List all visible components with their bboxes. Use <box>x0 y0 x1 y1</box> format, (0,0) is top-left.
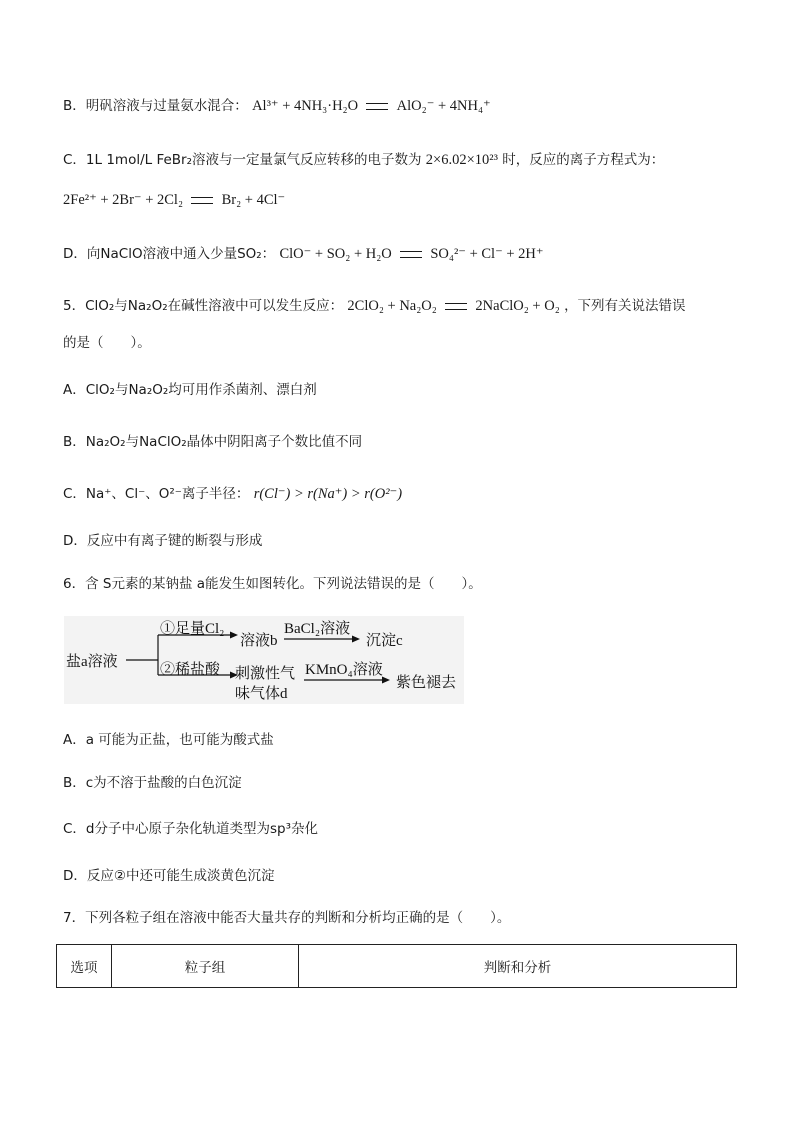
q5-eq-rhs: 2NaClO₂ + O₂ <box>475 298 560 314</box>
diagram-reagent-kmno4: KMnO₄溶液 <box>305 662 383 678</box>
q7-table <box>56 944 737 988</box>
diagram-step1: ①足量Cl₂ <box>160 621 225 637</box>
q4-option-c-tail: 时，反应的离子方程式为： <box>502 152 665 168</box>
equals-sign <box>366 103 388 110</box>
diagram-precipitate-c: 沉淀c <box>366 633 403 649</box>
q4-option-b <box>63 96 491 116</box>
diagram-reagent-bacl2: BaCl₂溶液 <box>284 621 351 637</box>
q5-stem-b: ，下列有关说法错误 <box>564 298 686 314</box>
q5-option-c <box>63 484 402 504</box>
q4-option-c-eq-rhs: Br₂ + 4Cl⁻ <box>221 192 286 208</box>
q4-option-b-label: B．明矾溶液与过量氨水混合： <box>63 98 248 114</box>
q4-option-d <box>63 244 544 264</box>
q4-option-b-eq-lhs: Al³⁺ + 4NH₃·H₂O <box>252 98 359 114</box>
q4-option-c-equation <box>63 190 285 210</box>
q6-option-a: A．a 可能为正盐，也可能为酸式盐 <box>63 732 274 748</box>
q5-stem-a: 5．ClO₂与Na₂O₂在碱性溶液中可以发生反应： <box>63 298 344 314</box>
q5-stem-c: 的是（ ）。 <box>63 335 151 351</box>
q5-eq-lhs: 2ClO₂ + Na₂O₂ <box>347 298 437 314</box>
diagram-step2: ②稀盐酸 <box>160 662 221 678</box>
diagram-solution-b: 溶液b <box>240 633 278 649</box>
equals-sign <box>400 251 422 258</box>
q7-stem: 7．下列各粒子组在溶液中能否大量共存的判断和分析均正确的是（ ）。 <box>63 910 511 926</box>
equals-sign <box>445 303 467 310</box>
diagram-gas-d-line2: 味气体d <box>235 686 288 702</box>
q5-stem <box>63 296 686 316</box>
q5-option-d: D．反应中有离子键的断裂与形成 <box>63 533 263 549</box>
q6-reaction-diagram <box>64 616 464 704</box>
q6-option-d: D．反应②中还可能生成淡黄色沉淀 <box>63 868 275 884</box>
table-header-row <box>57 945 737 988</box>
q4-option-b-eq-rhs: AlO₂⁻ + 4NH₄⁺ <box>396 98 491 114</box>
q4-option-c-label: C．1L 1mol/L FeBr₂溶液与一定量氯气反应转移的电子数为 <box>63 152 422 168</box>
q4-option-c <box>63 150 664 170</box>
table-header-analysis: 判断和分析 <box>299 945 737 988</box>
q4-option-d-label: D．向NaClO溶液中通入少量SO₂： <box>63 246 276 262</box>
q6-stem: 6．含 S元素的某钠盐 a能发生如图转化。下列说法错误的是（ ）。 <box>63 576 482 592</box>
q6-option-b: B．c为不溶于盐酸的白色沉淀 <box>63 775 242 791</box>
diagram-gas-d-line1: 刺激性气 <box>235 666 296 682</box>
q4-option-c-eq-lhs: 2Fe²⁺ + 2Br⁻ + 2Cl₂ <box>63 192 184 208</box>
q5-option-a: A．ClO₂与Na₂O₂均可用作杀菌剂、漂白剂 <box>63 382 317 398</box>
q4-option-c-electrons: 2×6.02×10²³ <box>425 152 498 168</box>
q5-option-c-expr: r(Cl⁻) > r(Na⁺) > r(O²⁻) <box>253 486 403 502</box>
q4-option-d-eq-rhs: SO₄²⁻ + Cl⁻ + 2H⁺ <box>430 246 544 262</box>
table-header-particles: 粒子组 <box>112 945 299 988</box>
q5-option-b: B．Na₂O₂与NaClO₂晶体中阴阳离子个数比值不同 <box>63 434 363 450</box>
diagram-start: 盐a溶液 <box>66 654 118 670</box>
equals-sign <box>191 197 213 204</box>
q5-option-c-label: C．Na⁺、Cl⁻、O²⁻离子半径： <box>63 486 250 502</box>
q6-option-c: C．d分子中心原子杂化轨道类型为sp³杂化 <box>63 821 319 837</box>
diagram-result: 紫色褪去 <box>396 675 457 691</box>
q4-option-d-eq-lhs: ClO⁻ + SO₂ + H₂O <box>279 246 392 262</box>
table-header-option: 选项 <box>57 945 112 988</box>
